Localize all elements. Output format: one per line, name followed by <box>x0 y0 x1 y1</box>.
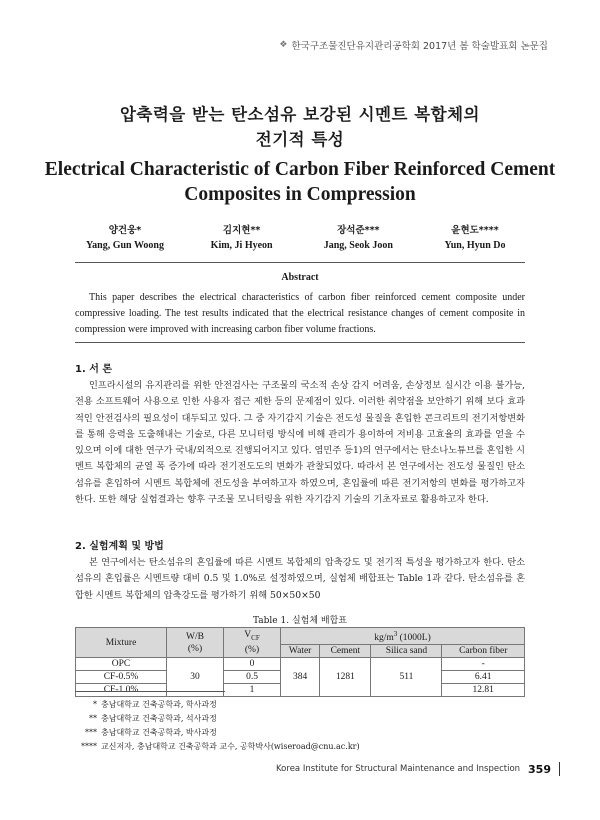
korean-title-line-1: 압축력을 받는 탄소섬유 보강된 시멘트 복합체의 <box>119 105 480 124</box>
column-header-cement: Cement <box>320 645 371 658</box>
page-number: 359 <box>528 762 551 776</box>
cell-carbon: 6.41 <box>442 671 525 684</box>
cell-mixture: CF-1.0% <box>76 684 167 697</box>
column-header-wb: W/B (%) <box>167 628 224 658</box>
divider <box>75 342 525 343</box>
section-1-body: 인프라시설의 유지관리를 위한 안전검사는 구조물의 국소적 손상 감지 어려움, 손상정보 실시간 이용 불가능, 전용 소프트웨어 사용으로 인한 사용자 접근 제한 등의 문제점이 있다. 이러한 취약점을 보안하기 위해 보다 효과적인 안전검사의 필요성이 대두되고 있다. 그 중 자기감지 기술은 전도성 물질을 혼입한 콘크리트의 전기저항변화를 통해 응력을 도출해내는 기술로, 다른 모니터링 방식에 비해 관리가 용이하여 저비용 고효율의 효과를 얻을 수 있으며 이에 대한 연구가 국내/외적으로 진행되어지고 있다. 염민주 등1)의 연구에서는 탄소나노튜브를 혼입한 시멘트 복합체의 균열 폭 증가에 따라 전기전도도의 변화가 관찰되었다. 따라서 본 연구에서는 전도성 물질인 탄소섬유를 혼입하여 시멘트 복합체에 전도성을 부여하고자 하였으며, 혼입률에 따른 전기저항의 변화를 평가하고자 한다. 또한 해당 실험결과는 향후 구조물 모니터링을 위한 자기감지 기술의 기초자료로 활용하고자 한다. <box>75 380 525 506</box>
footer-bar <box>559 762 560 776</box>
author-name-en: Yun, Hyun Do <box>444 240 506 251</box>
author <box>420 222 530 251</box>
author-name-en: Yang, Gun Woong <box>86 240 164 251</box>
cell-carbon: 12.81 <box>442 684 525 697</box>
korean-title-line-2: 전기적 특성 <box>255 130 345 149</box>
section-2-heading: 2. 실험계획 및 방법 <box>75 541 164 552</box>
section-1-heading: 1. 서 론 <box>75 364 113 375</box>
column-header-water: Water <box>281 645 320 658</box>
author-list <box>70 222 530 251</box>
korean-title <box>0 104 600 151</box>
table-row <box>76 658 525 671</box>
column-header-mixture: Mixture <box>76 628 167 658</box>
english-title-line-2: Composites in Compression <box>184 184 416 205</box>
cell-wb: 30 <box>167 658 224 697</box>
footnote: **** 교신저자, 충남대학교 건축공학과 교수, 공학박사(wiseroad@cnu.ac.kr) <box>81 742 360 751</box>
cell-silica: 511 <box>371 658 442 697</box>
section-2-body: 본 연구에서는 탄소섬유의 혼입률에 따른 시멘트 복합체의 압축강도 및 전기적 특성을 평가하고자 한다. 탄소섬유의 혼입률은 시멘트량 대비 0.5 및 1.0%로 설정하였으며, 실험체 배합표는 Table 1과 같다. 탄소섬유를 혼합한 시멘트 복합체의 압축강도를 평가하기 위해 50×50×50 <box>75 557 525 601</box>
author-name-ko: 윤현도**** <box>451 225 499 236</box>
author-name-ko: 김지현** <box>222 225 261 236</box>
footnote: *** 충남대학교 건축공학과, 박사과정 <box>85 728 217 737</box>
author-name-ko: 장석준*** <box>337 225 380 236</box>
author <box>70 222 180 251</box>
cell-cement: 1281 <box>320 658 371 697</box>
journal-header <box>279 38 548 52</box>
cell-mixture: CF-0.5% <box>76 671 167 684</box>
english-title-line-1: Electrical Characteristic of Carbon Fiber Reinforced Cement <box>44 159 556 180</box>
divider <box>75 262 525 263</box>
author <box>303 222 413 251</box>
cell-mixture: OPC <box>76 658 167 671</box>
abstract-heading: Abstract <box>281 272 319 283</box>
page-footer <box>276 762 560 776</box>
footnotes <box>75 698 525 754</box>
table-caption: Table 1. 실험체 배합표 <box>253 616 347 626</box>
author-name-ko: 양건웅* <box>108 225 142 236</box>
english-title <box>0 158 600 206</box>
author-name-en: Jang, Seok Joon <box>323 240 393 251</box>
institute-name: Korea Institute for Structural Maintenance and Inspection <box>276 764 521 774</box>
mix-table <box>75 627 525 697</box>
diamond-bullet-icon: ❖ <box>279 40 288 50</box>
column-header-kg: $kg/m^3$ (1000L) <box>281 628 525 645</box>
footnote: ** 충남대학교 건축공학과, 석사과정 <box>89 714 217 723</box>
cell-vcf: 0 <box>224 658 281 671</box>
journal-name: 한국구조물진단유지관리공학회 2017년 봄 학술발표회 논문집 <box>291 41 548 52</box>
cell-vcf: 1 <box>224 684 281 697</box>
author <box>187 222 297 251</box>
column-header-silica: Silica sand <box>371 645 442 658</box>
column-header-vcf: $V_{CF}$ (%) <box>224 628 281 658</box>
cell-vcf: 0.5 <box>224 671 281 684</box>
abstract-body: This paper describes the electrical characteristics of carbon fiber reinforced cement composite under compressive loading. The test results indicated that the electrical resistance changes of cement composite in compression were improved with increasing carbon fiber volume fractions. <box>75 292 525 335</box>
author-name-en: Kim, Ji Hyeon <box>210 240 273 251</box>
footnote-divider <box>75 691 225 692</box>
cell-water: 384 <box>281 658 320 697</box>
footnote: * 충남대학교 건축공학과, 학사과정 <box>93 700 217 709</box>
cell-carbon: - <box>442 658 525 671</box>
column-header-carbon: Carbon fiber <box>442 645 525 658</box>
